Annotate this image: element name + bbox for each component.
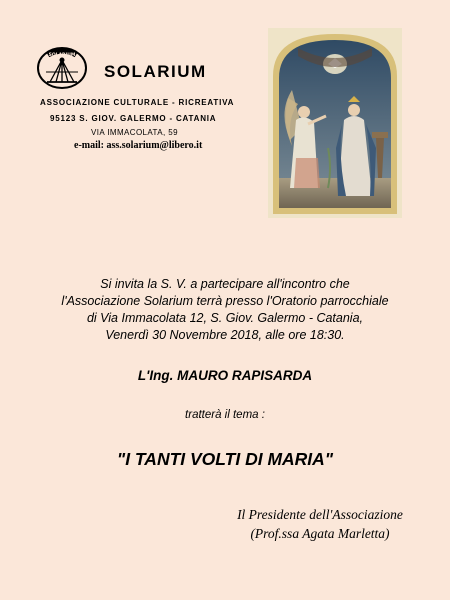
invitation-line: di Via Immacolata 12, S. Giov. Galermo - Catania, — [86, 311, 364, 325]
invitation-line: Venerdì 30 Novembre 2018, alle ore 18:30. — [105, 328, 345, 342]
solarium-logo-icon — [36, 46, 88, 90]
theme-intro: tratterà il tema : — [185, 409, 265, 421]
signature-name: (Prof.ssa Agata Marletta) — [250, 526, 390, 541]
invitation-line: Si invita la S. V. a partecipare all'incontro che — [100, 277, 350, 291]
speaker-name: L'Ing. MAURO RAPISARDA — [137, 368, 313, 383]
organization-name: SOLARIUM — [104, 62, 207, 81]
email-address: e-mail: ass.solarium@libero.it — [74, 140, 203, 151]
address-street: VIA IMMACOLATA, 59 — [91, 128, 178, 137]
address-city: 95123 S. GIOV. GALERMO - CATANIA — [50, 114, 217, 123]
logo-text: SOLARIUM — [48, 53, 76, 58]
invitation-text — [0, 276, 450, 344]
signature-role: Il Presidente dell'Associazione — [237, 507, 403, 522]
theme-title: "I TANTI VOLTI DI MARIA" — [116, 449, 334, 469]
association-type: ASSOCIAZIONE CULTURALE - RICREATIVA — [40, 98, 235, 107]
invitation-line: l'Associazione Solarium terrà presso l'Oratorio parrocchiale — [61, 294, 389, 308]
signature-block — [220, 505, 420, 543]
letterhead — [0, 0, 265, 160]
annunciation-painting-image — [268, 28, 402, 218]
